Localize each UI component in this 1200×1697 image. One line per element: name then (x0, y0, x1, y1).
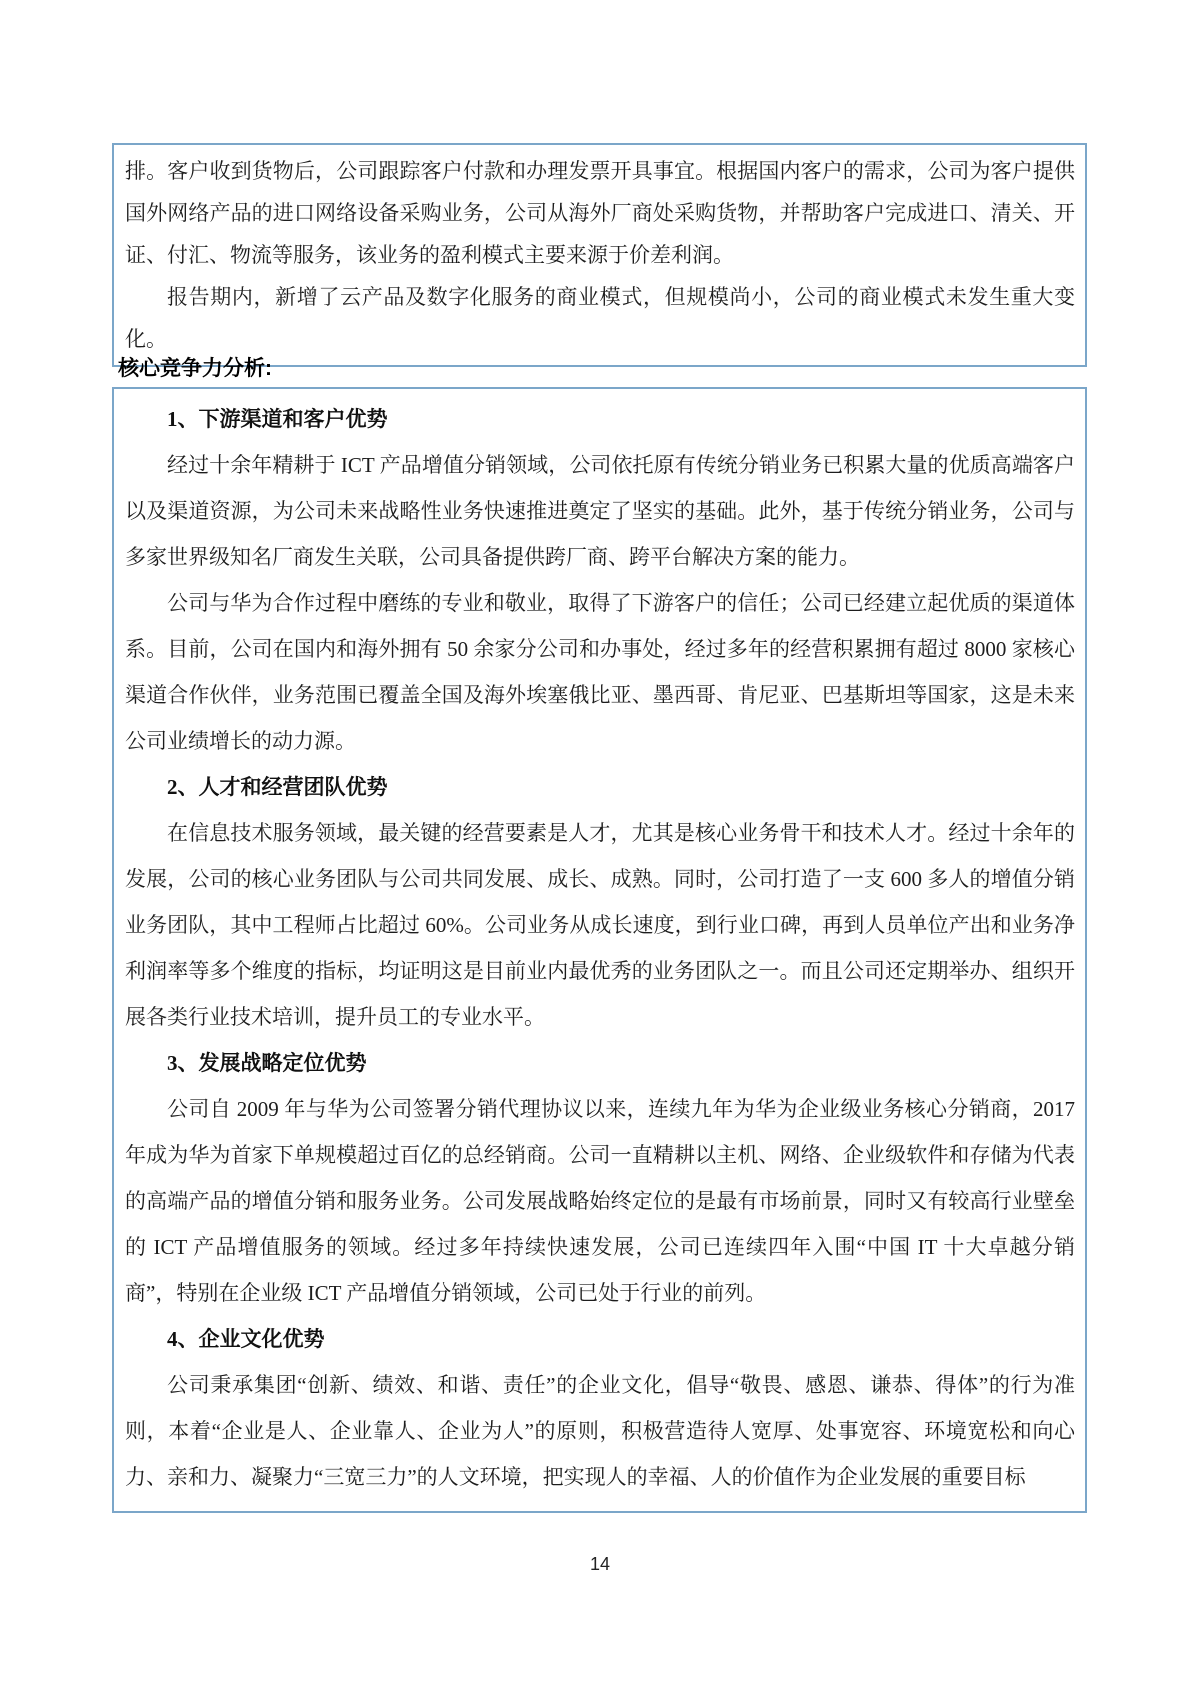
continuation-paragraph-1: 排。客户收到货物后，公司跟踪客户付款和办理发票开具事宜。根据国内客户的需求，公司为客户提供国外网络产品的进口网络设备采购业务，公司从海外厂商处采购货物，并帮助客户完成进口、清关、开证、付汇、物流等服务，该业务的盈利模式主要来源于价差利润。 (125, 159, 1075, 267)
subsection-paragraph: 经过十余年精耕于 ICT 产品增值分销领域，公司依托原有传统分销业务已积累大量的优质高端客户以及渠道资源，为公司未来战略性业务快速推进奠定了坚实的基础。此外，基于传统分销业务，公司与多家世界级知名厂商发生关联，公司具备提供跨厂商、跨平台解决方案的能力。 (125, 453, 1075, 569)
continuation-paragraph-2: 报告期内，新增了云产品及数字化服务的商业模式，但规模尚小，公司的商业模式未发生重大变化。 (125, 285, 1075, 351)
subsection-paragraph: 公司自 2009 年与华为公司签署分销代理协议以来，连续九年为华为企业级业务核心分销商，2017 年成为华为首家下单规模超过百亿的总经销商。公司一直精耕以主机、网络、企业级软件和存储为代表的高端产品的增值分销和服务业务。公司发展战略始终定位的是最有市场前景，同时又有较高行业壁垒的 ICT 产品增值服务的领域。经过多年持续快速发展，公司已连续四年入围“中国 IT 十大卓越分销商”，特别在企业级 ICT 产品增值分销领域，公司已处于行业的前列。 (125, 1097, 1075, 1305)
core-competitiveness-heading: 核心竞争力分析: (118, 357, 272, 380)
subsection-paragraph: 公司与华为合作过程中磨练的专业和敬业，取得了下游客户的信任；公司已经建立起优质的渠道体系。目前，公司在国内和海外拥有 50 余家分公司和办事处，经过多年的经营积累拥有超过 8000 家核心渠道合作伙伴，业务范围已覆盖全国及海外埃塞俄比亚、墨西哥、肯尼亚、巴基斯坦等国家，这是未来公司业绩增长的动力源。 (125, 591, 1075, 753)
subsection-title-corporate-culture: 4、企业文化优势 (167, 1327, 325, 1351)
subsection-title-strategy-position: 3、发展战略定位优势 (167, 1051, 367, 1075)
core-competitiveness-box (112, 387, 1087, 1513)
business-model-continuation-box (112, 143, 1087, 367)
subsection-title-talent-team: 2、人才和经营团队优势 (167, 775, 388, 799)
subsection-paragraph: 在信息技术服务领域，最关键的经营要素是人才，尤其是核心业务骨干和技术人才。经过十余年的发展，公司的核心业务团队与公司共同发展、成长、成熟。同时，公司打造了一支 600 多人的增值分销业务团队，其中工程师占比超过 60%。公司业务从成长速度，到行业口碑，再到人员单位产出和业务净利润率等多个维度的指标，均证明这是目前业内最优秀的业务团队之一。而且公司还定期举办、组织开展各类行业技术培训，提升员工的专业水平。 (125, 821, 1075, 1029)
subsection-title-downstream-channel: 1、下游渠道和客户优势 (167, 407, 388, 431)
subsection-paragraph: 公司秉承集团“创新、绩效、和谐、责任”的企业文化，倡导“敬畏、感恩、谦恭、得体”的行为准则，本着“企业是人、企业靠人、企业为人”的原则，积极营造待人宽厚、处事宽容、环境宽松和向心力、亲和力、凝聚力“三宽三力”的人文环境，把实现人的幸福、人的价值作为企业发展的重要目标 (125, 1373, 1075, 1489)
page-number: 14 (589, 1554, 611, 1574)
